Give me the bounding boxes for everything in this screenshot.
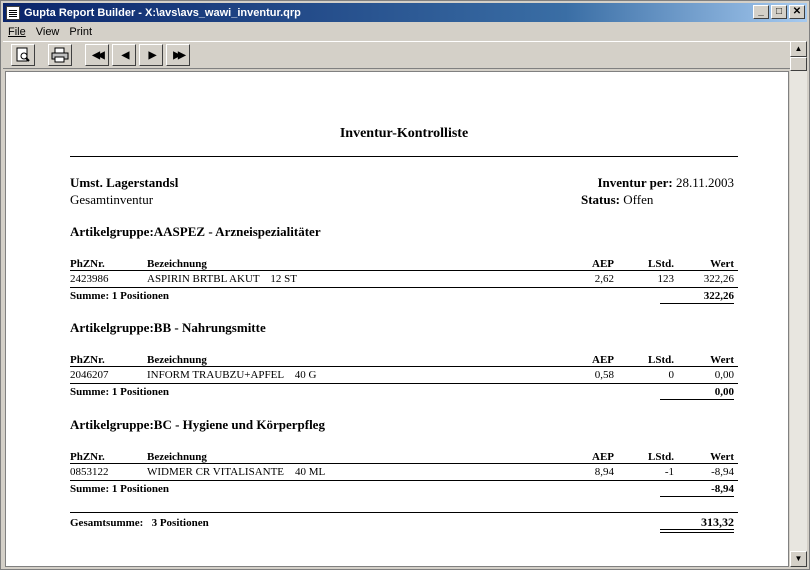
summe-label: Summe: 1 Positionen [70,290,169,302]
header-rule [70,463,738,464]
row-bezeichnung: ASPIRIN BRTBL AKUT 12 ST [147,273,297,285]
col-lstd: LStd. [648,258,674,270]
title-rule [70,156,738,157]
row-lstd: 0 [668,369,674,381]
col-aep: AEP [592,354,614,366]
status [581,192,653,208]
col-lstd: LStd. [648,451,674,463]
scroll-up-button[interactable]: ▲ [790,41,807,57]
row-aep: 8,94 [594,466,614,478]
report-page [5,71,789,567]
row-aep: 0,58 [594,369,614,381]
group-name: AASPEZ - Arzneispezialitäter [153,224,321,239]
menu-view[interactable]: View [35,26,60,38]
header-rule [70,270,738,271]
vertical-scrollbar[interactable] [790,41,807,567]
summe-rule [660,303,734,304]
preview-icon [15,47,31,63]
row-bezeichnung: WIDMER CR VITALISANTE 40 ML [147,466,326,478]
location-label: Umst. Lagerstandsl [70,175,179,190]
group-heading [70,417,325,433]
summe-rule [660,496,734,497]
last-page-button[interactable] [166,44,190,66]
gesamtsumme-label: Gesamtsumme: 3 Positionen [70,517,209,529]
status-label: Status: [581,192,621,207]
menu-file[interactable]: File [8,26,26,38]
total-rule [70,512,738,513]
window-title: Gupta Report Builder - X:\avs\avs_wawi_inventur.qrp [24,6,301,19]
summe-label: Summe: 1 Positionen [70,386,169,398]
gesamtsumme-value: 313,32 [701,515,734,529]
row-wert: -8,94 [711,466,734,478]
preview-button[interactable] [11,44,35,66]
inventur-date [597,175,734,191]
minimize-button[interactable]: _ [753,5,769,19]
scroll-down-button[interactable]: ▼ [790,551,807,567]
group-name: BC - Hygiene und Körperpfleg [153,417,325,432]
scroll-thumb[interactable] [790,57,807,71]
row-phznr: 2423986 [70,273,109,285]
report-title: Inventur-Kontrolliste [339,126,469,141]
next-page-button[interactable] [139,44,163,66]
app-icon [6,6,20,20]
col-phznr: PhZNr. [70,258,105,270]
row-wert: 322,26 [703,273,734,285]
last-page-icon: ▶▶ [173,49,183,61]
status-value: Offen [623,192,654,207]
group-label: Artikelgruppe: [70,224,154,239]
summe-value: -8,94 [711,483,734,495]
title-bar[interactable] [3,3,807,22]
col-bezeichnung: Bezeichnung [147,258,207,270]
toolbar [3,41,807,69]
row-phznr: 2046207 [70,369,109,381]
col-aep: AEP [592,258,614,270]
inventory-type: Gesamtinventur [70,192,154,207]
menu-bar [3,23,807,41]
row-aep: 2,62 [594,273,614,285]
row-lstd: -1 [664,466,674,478]
summe-label: Summe: 1 Positionen [70,483,169,495]
summe-value: 322,26 [703,290,734,302]
col-lstd: LStd. [648,354,674,366]
summe-rule [660,399,734,400]
previous-page-icon: ◀ [121,49,127,61]
inventur-date-label: Inventur per: [597,175,673,190]
summe-value: 0,00 [714,386,734,398]
printer-icon [51,47,69,63]
header-rule [70,366,738,367]
inventur-date-value: 28.11.2003 [675,175,734,190]
group-label: Artikelgruppe: [70,417,154,432]
col-wert: Wert [710,451,734,463]
menu-print[interactable]: Print [69,26,93,38]
col-aep: AEP [592,451,614,463]
row-rule [70,383,738,384]
print-button[interactable] [48,44,72,66]
row-wert: 0,00 [714,369,734,381]
row-phznr: 0853122 [70,466,109,478]
row-bezeichnung: INFORM TRAUBZU+APFEL 40 G [147,369,317,381]
col-bezeichnung: Bezeichnung [147,354,207,366]
first-page-icon: ◀◀ [92,49,102,61]
close-button[interactable]: ✕ [789,5,805,19]
previous-page-button[interactable] [112,44,136,66]
group-label: Artikelgruppe: [70,320,154,335]
gesamtsumme-rule-2 [660,532,734,533]
col-phznr: PhZNr. [70,354,105,366]
row-rule [70,287,738,288]
maximize-button[interactable]: □ [771,5,787,19]
next-page-icon: ▶ [148,49,154,61]
col-wert: Wert [710,354,734,366]
col-wert: Wert [710,258,734,270]
row-rule [70,480,738,481]
col-bezeichnung: Bezeichnung [147,451,207,463]
col-phznr: PhZNr. [70,451,105,463]
group-heading [70,320,266,336]
group-heading [70,224,321,240]
group-name: BB - Nahrungsmitte [153,320,266,335]
first-page-button[interactable] [85,44,109,66]
gesamtsumme-rule-1 [660,529,734,530]
row-lstd: 123 [657,273,674,285]
